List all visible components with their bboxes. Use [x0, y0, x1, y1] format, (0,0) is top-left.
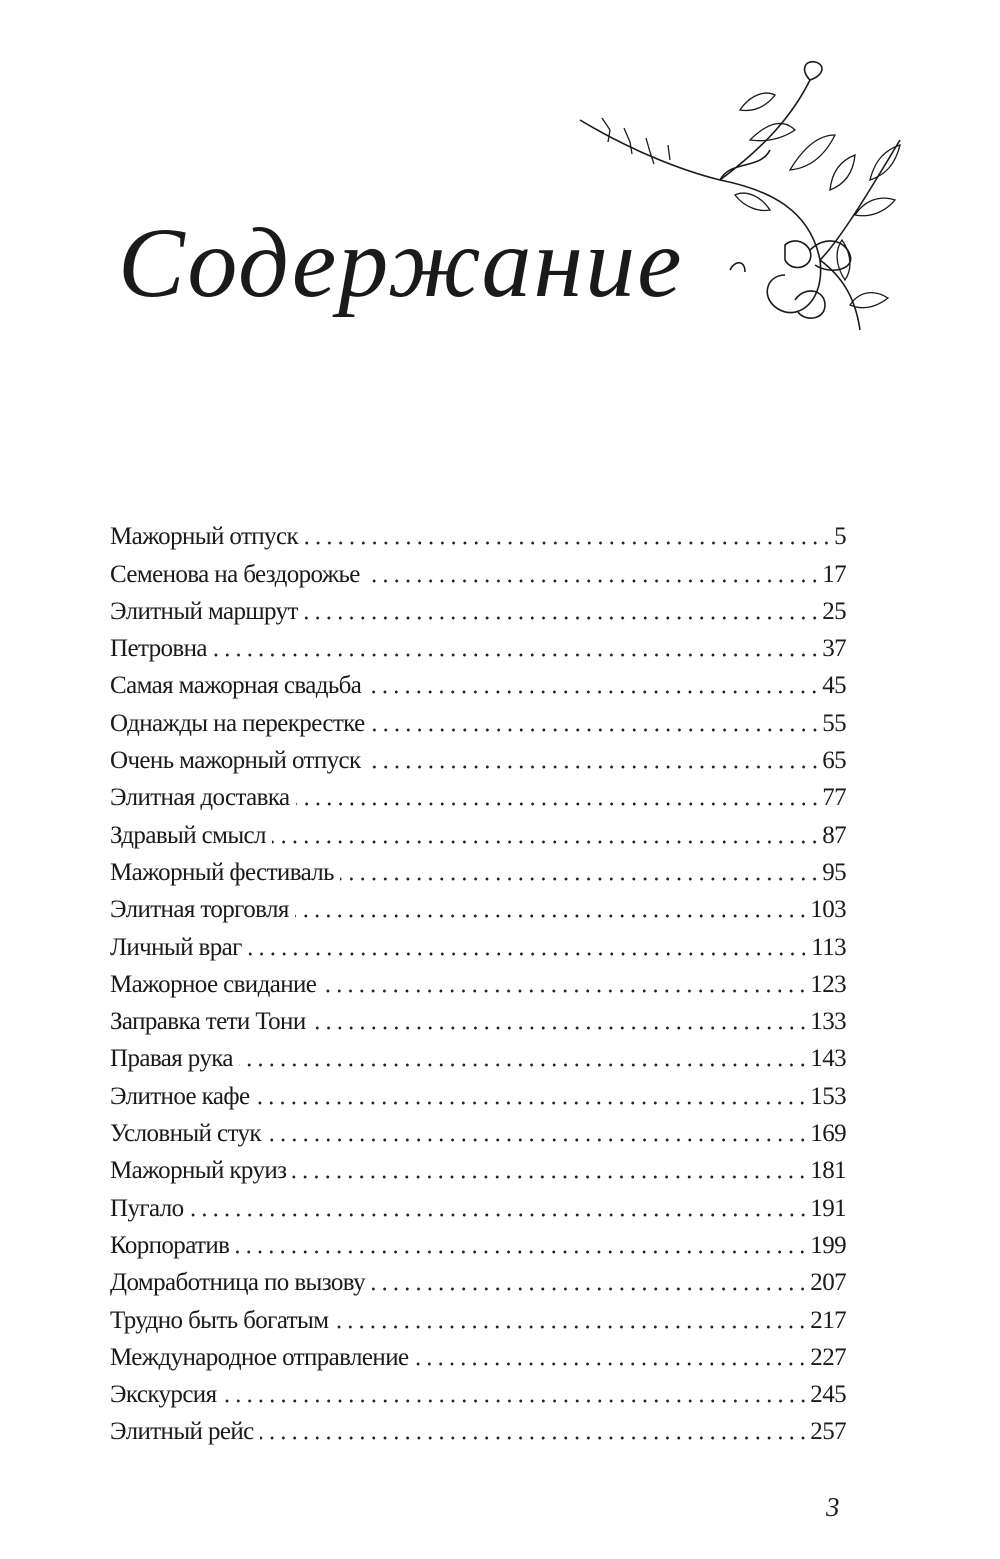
- toc-entry-title: Экскурсия: [110, 1381, 217, 1409]
- toc-entry[interactable]: [110, 925, 846, 962]
- toc-entry-page: 25: [822, 597, 846, 625]
- toc-entry-page: 143: [810, 1045, 846, 1073]
- dot-leader: [295, 913, 809, 919]
- toc-entry-title: Трудно быть богатым: [110, 1306, 329, 1334]
- toc-entry-page: 45: [822, 672, 846, 700]
- toc-entry[interactable]: [110, 590, 846, 627]
- toc-entry-page: 123: [810, 970, 846, 998]
- dot-leader: [223, 1398, 809, 1404]
- toc-entry-page: 17: [822, 560, 846, 588]
- toc-entry-title: Петровна: [110, 635, 207, 663]
- toc-entry-title: Элитная торговля: [110, 896, 289, 924]
- toc-entry[interactable]: [110, 888, 846, 925]
- toc-entry-page: 257: [810, 1418, 846, 1446]
- toc-entry-page: 207: [810, 1269, 846, 1297]
- dot-leader: [267, 1137, 808, 1143]
- toc-entry-page: 133: [810, 1008, 846, 1036]
- toc-entry-title: Элитная доставка: [110, 784, 290, 812]
- toc-entry[interactable]: [110, 1373, 846, 1410]
- toc-entry[interactable]: [110, 1336, 846, 1373]
- toc-entry-title: Семенова на бездорожье: [110, 560, 360, 588]
- page-number: 3: [826, 1492, 840, 1522]
- dot-leader: [239, 1062, 808, 1068]
- dot-leader: [367, 764, 821, 770]
- toc-entry-title: Личный враг: [110, 933, 242, 961]
- dot-leader: [322, 988, 808, 994]
- toc-entry-title: Условный стук: [110, 1120, 261, 1148]
- dot-leader: [367, 689, 820, 695]
- toc-entry-page: 5: [834, 523, 846, 551]
- toc-entry-page: 77: [822, 784, 846, 812]
- toc-entry-title: Элитный рейс: [110, 1418, 254, 1446]
- dot-leader: [304, 615, 820, 621]
- table-of-contents: [110, 515, 846, 1447]
- toc-entry-page: 217: [810, 1306, 846, 1334]
- toc-entry[interactable]: [110, 813, 846, 850]
- toc-entry[interactable]: [110, 851, 846, 888]
- toc-entry-title: Пугало: [110, 1194, 184, 1222]
- toc-entry-title: Здравый смысл: [110, 821, 266, 849]
- toc-entry-title: Самая мажорная свадьба: [110, 672, 362, 700]
- toc-entry[interactable]: [110, 963, 846, 1000]
- dot-leader: [292, 1174, 808, 1180]
- toc-entry-title: Заправка тети Тони: [110, 1008, 306, 1036]
- toc-entry-page: 95: [822, 858, 846, 886]
- dot-leader: [304, 540, 832, 546]
- toc-entry[interactable]: [110, 1224, 846, 1261]
- toc-entry-title: Правая рука: [110, 1045, 233, 1073]
- toc-entry-title: Домработница по вызову: [110, 1269, 366, 1297]
- toc-entry[interactable]: [110, 515, 846, 552]
- toc-entry-page: 199: [810, 1231, 846, 1259]
- toc-entry[interactable]: [110, 701, 846, 738]
- toc-entry[interactable]: [110, 627, 846, 664]
- dot-leader: [340, 876, 820, 882]
- toc-entry[interactable]: [110, 1112, 846, 1149]
- toc-entry[interactable]: [110, 1186, 846, 1223]
- toc-entry-page: 55: [822, 709, 846, 737]
- toc-entry[interactable]: [110, 1298, 846, 1335]
- dot-leader: [296, 801, 821, 807]
- toc-entry[interactable]: [110, 1074, 846, 1111]
- toc-entry-title: Международное отправление: [110, 1343, 409, 1371]
- toc-entry-title: Корпоратив: [110, 1231, 230, 1259]
- dot-leader: [260, 1435, 809, 1441]
- toc-entry[interactable]: [110, 1037, 846, 1074]
- toc-entry-title: Мажорный отпуск: [110, 523, 298, 551]
- dot-leader: [272, 839, 820, 845]
- toc-entry-title: Очень мажорный отпуск: [110, 747, 361, 775]
- toc-entry-page: 153: [810, 1082, 846, 1110]
- toc-entry-title: Мажорный круиз: [110, 1157, 287, 1185]
- toc-entry-title: Мажорный фестиваль: [110, 858, 334, 886]
- dot-leader: [371, 1286, 808, 1292]
- dot-leader: [334, 1324, 808, 1330]
- toc-entry-page: 103: [810, 896, 846, 924]
- dot-leader: [371, 727, 821, 733]
- toc-entry-page: 87: [822, 821, 846, 849]
- toc-entry-title: Однажды на перекрестке: [110, 709, 365, 737]
- toc-entry[interactable]: [110, 739, 846, 776]
- toc-entry-page: 169: [810, 1120, 846, 1148]
- toc-entry-page: 227: [810, 1343, 846, 1371]
- page-title: Содержание: [118, 207, 684, 318]
- dot-leader: [235, 1249, 808, 1255]
- floral-branch-icon: [570, 60, 920, 350]
- toc-entry[interactable]: [110, 1410, 846, 1447]
- toc-entry-page: 113: [811, 933, 846, 961]
- toc-entry-title: Элитное кафе: [110, 1082, 250, 1110]
- dot-leader: [213, 652, 820, 658]
- toc-entry-page: 181: [810, 1157, 846, 1185]
- toc-entry[interactable]: [110, 1149, 846, 1186]
- toc-entry[interactable]: [110, 1000, 846, 1037]
- toc-entry[interactable]: [110, 776, 846, 813]
- dot-leader: [366, 578, 820, 584]
- toc-entry-page: 191: [810, 1194, 846, 1222]
- toc-entry-page: 37: [822, 635, 846, 663]
- dot-leader: [414, 1361, 808, 1367]
- toc-entry[interactable]: [110, 664, 846, 701]
- dot-leader: [190, 1212, 809, 1218]
- toc-entry-title: Мажорное свидание: [110, 970, 317, 998]
- dot-leader: [312, 1025, 809, 1031]
- toc-entry[interactable]: [110, 552, 846, 589]
- dot-leader: [248, 951, 809, 957]
- toc-entry-page: 245: [810, 1381, 846, 1409]
- toc-entry-page: 65: [822, 747, 846, 775]
- dot-leader: [255, 1100, 808, 1106]
- toc-entry[interactable]: [110, 1261, 846, 1298]
- toc-entry-title: Элитный маршрут: [110, 597, 298, 625]
